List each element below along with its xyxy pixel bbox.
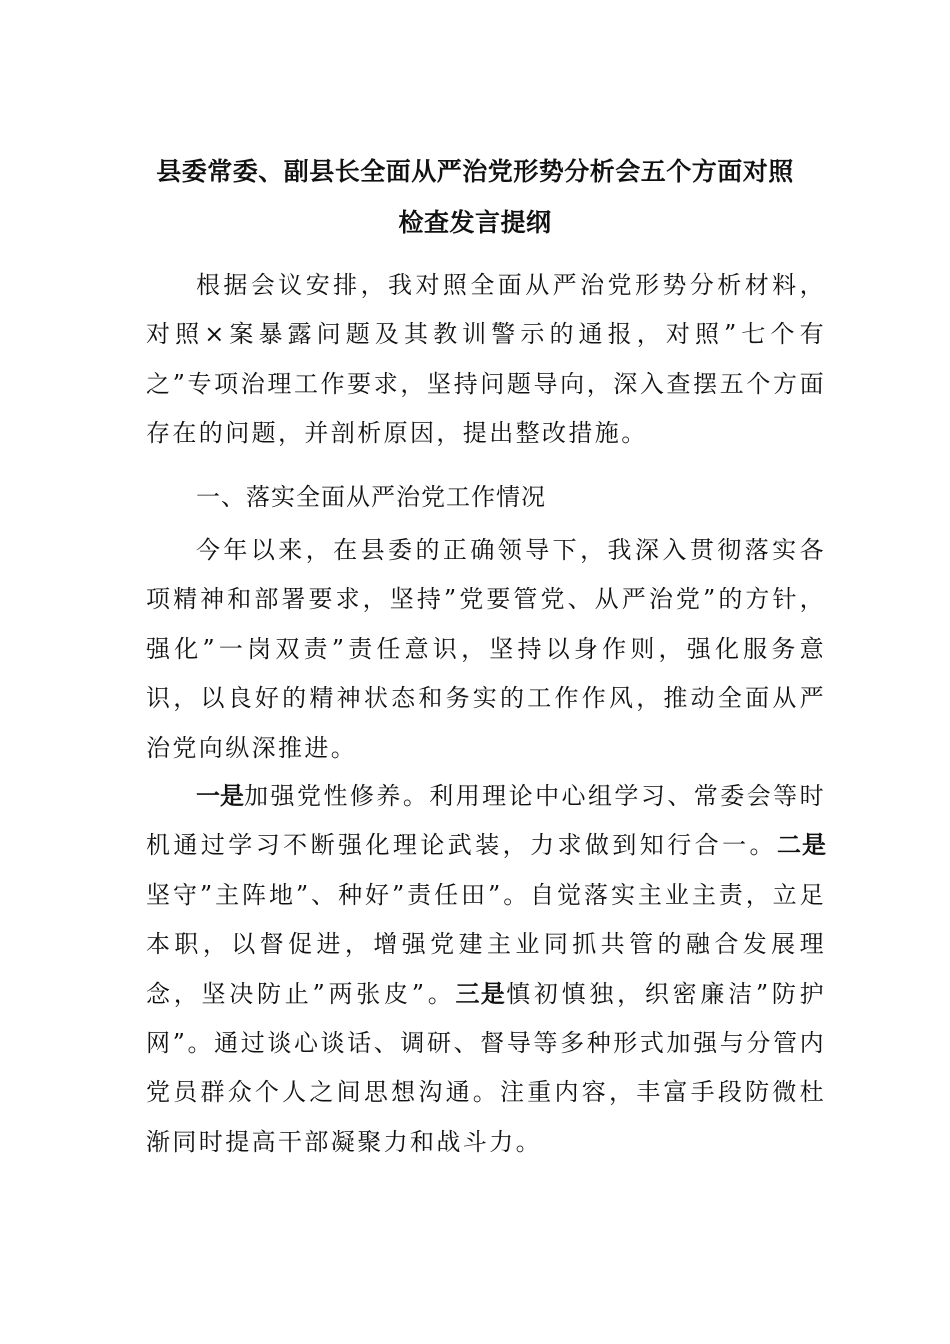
point-1-text: 加强党性修养。利用理论中心组学习、常委会等时机通过学习不断强化理论武装，力求做到知行合一。 [146,782,826,860]
intro-paragraph: 根据会议安排，我对照全面从严治党形势分析材料，对照×案暴露问题及其教训警示的通报，对照”七个有之”专项治理工作要求，坚持问题导向，深入查摆五个方面存在的问题，并剖析原因，提出整改措施。 [146,271,826,448]
section-1-paragraph-1: 今年以来，在县委的正确领导下，我深入贯彻落实各项精神和部署要求，坚持”党要管党、从严治党”的方针，强化”一岗双责”责任意识，坚持以身作则，强化服务意识，以良好的精神状态和务实的工作作风，推动全面从严治党向纵深推进。 [146,536,826,762]
point-1-lead: 一是 [196,782,245,810]
point-2-text: 坚守”主阵地”、种好”责任田”。自觉落实主业主责，立足本职，以督促进，增强党建主业同抓共管的融合发展理念，坚决防止”两张皮”。 [146,880,826,1008]
point-3-text: 慎初慎独，织密廉洁”防护网”。通过谈心谈话、调研、督导等多种形式加强与分管内党员群众个人之间思想沟通。注重内容，丰富手段防微杜渐同时提高干部凝聚力和战斗力。 [146,979,826,1156]
document-title-line-2: 检查发言提纲 [398,208,552,237]
point-2-lead: 二是 [776,831,827,860]
document-title-line-1: 县委常委、副县长全面从严治党形势分析会五个方面对照 [156,157,794,186]
section-1-paragraph-2 [146,772,826,1167]
point-3-lead: 三是 [455,979,507,1008]
section-1-heading: 一、落实全面从严治党工作情况 [196,483,546,511]
